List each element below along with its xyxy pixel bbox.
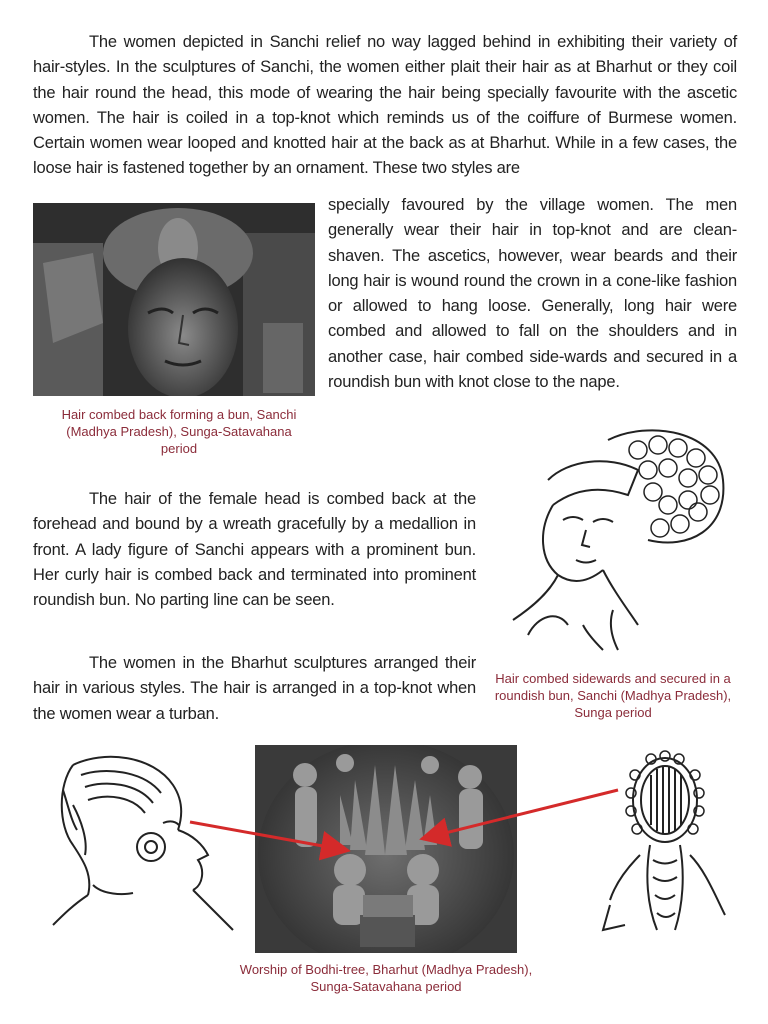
caption-photo-bun-sanchi: Hair combed back forming a bun, Sanchi (Madhya Pradesh), Sunga-Satavahana period — [61, 407, 297, 456]
line-drawing-topknot — [33, 745, 238, 945]
photo-sanchi-head — [33, 203, 315, 396]
caption-drawing-sidewards: Hair combed sidewards and secured in a roundish bun, Sanchi (Madhya Pradesh), Sunga period — [494, 671, 732, 720]
line-drawing-woman — [488, 410, 738, 660]
caption-bodhi-tree: Worship of Bodhi-tree, Bharhut (Madhya Pradesh), Sunga-Satavahana period — [239, 962, 533, 994]
relief-sculpture-image — [255, 745, 517, 953]
paragraph-3: The women in the Bharhut sculptures arranged their hair in various styles. The hair is arranged in a top-knot when the women wear a turban. — [33, 654, 476, 723]
paragraph-2: The hair of the female head is combed back at the forehead and bound by a wreath gracefully by a medallion in front. A lady figure of Sanchi appears with a prominent bun. Her curly hair is combed back and terminated into prominent roundish bun. No parting line can be seen. — [33, 490, 476, 610]
paragraph-1-side: specially favoured by the village women. The men generally wear their hair in top-knot and are clean-shaven. The ascetics, however, wear beards and their long hair is wound round the crown in a cone-like fashion or allowed to hang loose. Generally, long hair were combed and allowed to fall on the shoulders and in another case, hair combed side-wards and secured in a roundish bun with knot close to the nape. — [328, 196, 737, 392]
line-drawing-looped-hair — [595, 745, 737, 945]
drawing-looped-hair-back — [595, 745, 737, 945]
paragraph-1-top: The women depicted in Sanchi relief no way lagged behind in exhibiting their variety of hair-styles. In the sculptures of Sanchi, the women either plait their hair as at Bharhut or they coil the hair round the head, this mode of wearing the hair being specially favourite with the ascetic women. The hair is coiled in a top-knot which reminds us of the coiffure of Burmese women. Certain women wear looped and knotted hair at the back as at Bharhut. While in a few cases, the loose hair is fastened together by an ornament. These two styles are — [33, 33, 737, 178]
drawing-topknot-profile — [33, 745, 238, 945]
drawing-sidewards-bun — [488, 410, 738, 660]
sculpture-head-image — [33, 203, 315, 396]
photo-bodhi-tree-relief — [255, 745, 517, 953]
